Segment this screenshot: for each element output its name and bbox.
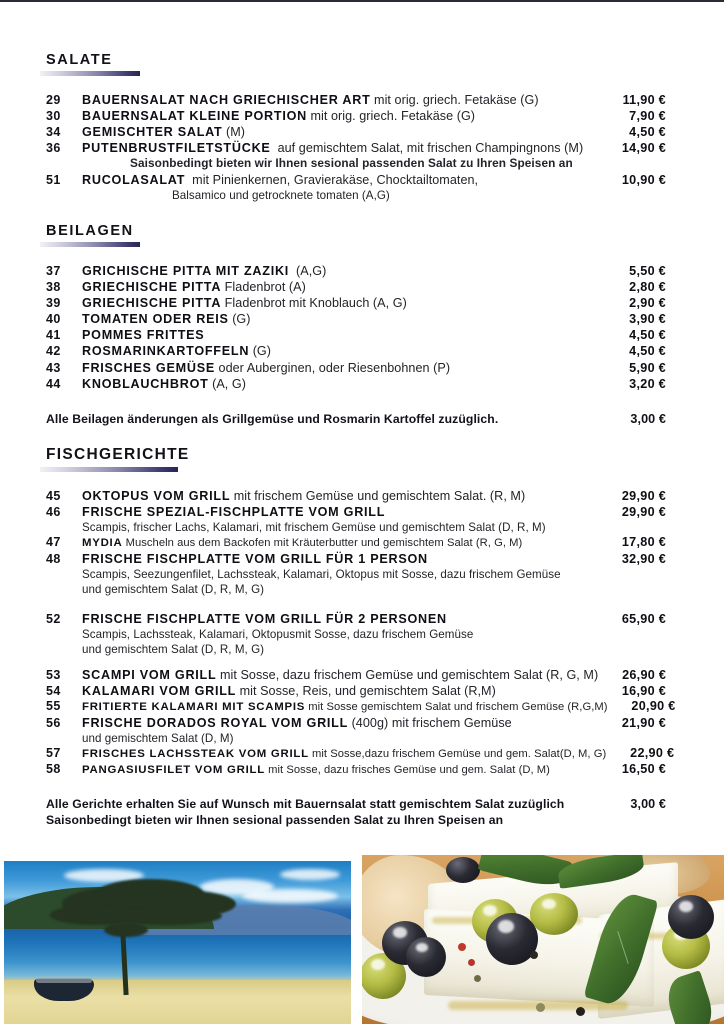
olive-highlight [542, 899, 556, 909]
item-price: 17,80 € [621, 535, 666, 550]
item-text [82, 279, 604, 295]
photo-feta-olives [362, 855, 724, 1024]
item-list-salate [0, 92, 724, 203]
menu-item-row[interactable] [0, 715, 724, 731]
item-text [82, 311, 604, 327]
item-text [82, 747, 612, 762]
section-underline-salate [40, 71, 140, 76]
menu-item-row[interactable] [0, 376, 724, 392]
item-name: FRISCHE DORADOS ROYAL VOM GRILL [82, 715, 349, 730]
item-text [82, 551, 604, 567]
item-number: 45 [46, 488, 61, 503]
item-number: 29 [46, 93, 61, 107]
item-text [82, 504, 604, 520]
item-description: mit Sosse, Reis, und gemischtem Salat (R,M) [239, 684, 496, 699]
menu-item-row[interactable] [0, 667, 724, 683]
item-number: 53 [46, 668, 61, 683]
section-beilagen [0, 223, 724, 426]
item-description-continued: Scampis, Lachssteak, Kalamari, Oktopusmit Sosse, dazu frischem Gemüse [82, 628, 474, 642]
item-number: 30 [46, 109, 61, 124]
item-text [82, 343, 604, 359]
item-description-continued-2: und gemischtem Salat (D, R, M, G) [82, 643, 265, 657]
item-name: FRISCHE SPEZIAL-FISCHPLATTE VOM GRILL [82, 504, 386, 519]
item-description: mit orig. griech. Fetakäse (G) [310, 109, 476, 124]
item-number: 34 [46, 125, 61, 140]
item-description-continued: Scampis, frischer Lachs, Kalamari, mit frischem Gemüse und gemischtem Salat (D, R, M) [82, 521, 546, 535]
section-title-beilagen: BEILAGEN [46, 222, 134, 239]
olive-highlight [498, 920, 514, 932]
beach-scene [4, 861, 351, 1024]
item-name: KNOBLAUCHBROT [82, 376, 209, 391]
item-name: FRITIERTE KALAMARI MIT SCAMPIS [82, 701, 306, 714]
item-description: Fladenbrot mit Knoblauch (A, G) [224, 296, 407, 311]
item-name: ROSMARINKARTOFFELN [82, 344, 250, 359]
item-price: 7,90 € [629, 109, 666, 124]
peppercorn [576, 1007, 585, 1016]
item-description: oder Auberginen, oder Riesenbohnen (P) [218, 360, 451, 375]
olive-highlight [371, 959, 385, 970]
item-price: 10,90 € [621, 172, 666, 187]
cloud [280, 869, 340, 880]
item-number: 37 [46, 263, 61, 278]
menu-item-row[interactable] [0, 124, 724, 140]
menu-item-row[interactable] [0, 504, 724, 520]
item-number: 38 [46, 280, 61, 295]
menu-item-row[interactable] [0, 327, 724, 343]
item-price: 2,90 € [629, 296, 666, 311]
olive-highlight [679, 901, 693, 912]
note-text: Alle Beilagen änderungen als Grillgemüse und Rosmarin Kartoffel zuzüglich. [46, 411, 499, 426]
menu-item-row[interactable] [0, 762, 724, 778]
feta-scene [362, 855, 724, 1024]
item-number: 51 [46, 172, 61, 187]
note-text: Alle Gerichte erhalten Sie auf Wunsch mit Bauernsalat statt gemischtem Salat zuzüglich [46, 797, 565, 812]
item-description: mit Sosse,dazu frischem Gemüse und gem. Salat(D, M, G) [311, 748, 607, 761]
item-name: OKTOPUS VOM GRILL [82, 488, 231, 503]
section-underline-fischgerichte [40, 467, 178, 472]
item-text [82, 108, 604, 124]
item-price: 32,90 € [621, 551, 666, 566]
peppercorn [474, 975, 481, 982]
item-name: GEMISCHTER SALAT [82, 125, 223, 140]
menu-item-row[interactable] [0, 488, 724, 504]
item-list-fischgerichte [0, 488, 724, 778]
item-name: FRISCHES LACHSSTEAK VOM GRILL [82, 748, 309, 761]
item-price: 20,90 € [631, 699, 676, 714]
item-price: 4,50 € [629, 328, 666, 343]
item-name: BAUERNSALAT KLEINE PORTION [82, 109, 307, 124]
beilagen-surcharge-note [0, 412, 724, 426]
item-number: 39 [46, 296, 61, 311]
item-price: 14,90 € [621, 141, 666, 156]
item-text [82, 327, 604, 343]
menu-item-row[interactable] [0, 699, 724, 715]
green-olive [530, 893, 578, 935]
item-description: mit Pinienkernen, Gravierakäse, Chocktailtomaten, [192, 172, 479, 187]
item-description-continued: Balsamico und getrocknete tomaten (A,G) [172, 188, 390, 202]
item-text [82, 667, 604, 683]
menu-item-row[interactable] [0, 611, 724, 627]
item-text [82, 172, 604, 188]
boat-rim [36, 978, 92, 983]
item-text [82, 140, 604, 156]
olive-highlight [483, 905, 497, 916]
menu-item-row[interactable] [0, 746, 724, 762]
olive-highlight [416, 943, 428, 953]
item-text [82, 763, 604, 778]
menu-item-row[interactable] [0, 263, 724, 279]
item-number: 43 [46, 360, 61, 375]
section-title-salate: SALATE [46, 52, 113, 68]
item-text [82, 488, 604, 504]
item-price: 29,90 € [621, 504, 666, 519]
item-number: 46 [46, 504, 61, 519]
item-text [82, 263, 604, 279]
menu-item-row[interactable] [0, 295, 724, 311]
item-number: 56 [46, 715, 61, 730]
item-number: 52 [46, 611, 61, 626]
item-price: 4,50 € [629, 344, 666, 359]
menu-item-row[interactable] [0, 279, 724, 295]
menu-item-row[interactable] [0, 551, 724, 567]
item-name: GRIECHISCHE PITTA [82, 296, 222, 311]
item-name: TOMATEN ODER REIS [82, 312, 229, 327]
item-description: (G) [252, 344, 272, 359]
item-name: FRISCHE FISCHPLATTE VOM GRILL FÜR 2 PERSONEN [82, 611, 447, 626]
item-list-beilagen [0, 263, 724, 392]
photo-strip [0, 855, 724, 1024]
item-description: Muscheln aus dem Backofen mit Kräuterbutter und gemischtem Salat (R, G, M) [125, 537, 523, 550]
section-underline-beilagen [40, 242, 140, 247]
item-price: 29,90 € [621, 488, 666, 503]
item-number: 42 [46, 344, 61, 359]
menu-item-row[interactable] [0, 535, 724, 551]
pink-peppercorn [458, 943, 466, 951]
item-text [82, 700, 614, 715]
black-olive [406, 937, 446, 977]
item-price: 2,80 € [629, 280, 666, 295]
item-text [82, 611, 604, 627]
item-number: 41 [46, 328, 61, 343]
item-number: 47 [46, 535, 61, 550]
item-price: 4,50 € [629, 125, 666, 140]
item-name: FRISCHE FISCHPLATTE VOM GRILL FÜR 1 PERSON [82, 551, 428, 566]
fischgerichte-surcharge-note [0, 797, 724, 811]
item-name: GRIECHISCHE PITTA [82, 280, 222, 295]
peppercorn [536, 1003, 545, 1012]
item-number: 44 [46, 376, 61, 391]
item-number: 58 [46, 761, 61, 776]
item-price: 16,90 € [621, 684, 666, 699]
menu-item-row[interactable] [0, 343, 724, 359]
item-name: KALAMARI VOM GRILL [82, 684, 237, 699]
item-description: mit Sosse, dazu frisches Gemüse und gem. Salat (D, M) [268, 763, 550, 776]
item-name: PANGASIUSFILET VOM GRILL [82, 763, 265, 776]
section-salate [0, 52, 724, 203]
item-description-continued: und gemischtem Salat (D, M) [82, 732, 234, 746]
item-price: 26,90 € [622, 668, 667, 683]
item-text [82, 295, 604, 311]
item-description: auf gemischtem Salat, mit frischen Champingnons (M) [277, 141, 584, 156]
item-price: 11,90 € [622, 93, 666, 107]
menu-item-row[interactable] [0, 140, 724, 156]
item-description: (400g) mit frischem Gemüse [351, 715, 512, 730]
item-description-continued-2: und gemischtem Salat (D, R, M, G) [82, 582, 265, 596]
item-name: PUTENBRUSTFILETSTÜCKE [82, 141, 271, 156]
item-description: (A, G) [212, 376, 246, 391]
item-description: (A,G) [296, 263, 327, 278]
item-text [82, 376, 604, 392]
item-text [82, 360, 604, 376]
photo-divider [355, 855, 362, 1024]
item-name: RUCOLASALAT [82, 172, 186, 187]
item-price: 5,50 € [629, 263, 666, 278]
item-description: mit Sosse, dazu frischem Gemüse und gemischtem Salat (R, G, M) [219, 668, 599, 683]
menu-item-row[interactable] [0, 360, 724, 376]
item-name: FRISCHES GEMÜSE [82, 360, 216, 375]
cloud [242, 889, 338, 903]
item-text [82, 536, 604, 551]
item-number: 36 [46, 141, 61, 156]
item-description: mit frischem Gemüse und gemischtem Salat. (R, M) [233, 488, 526, 503]
menu-item-row[interactable] [0, 92, 724, 108]
menu-item-row[interactable] [0, 683, 724, 699]
item-price: 3,90 € [629, 312, 666, 327]
item-text [82, 92, 604, 108]
menu-item-row[interactable] [0, 108, 724, 124]
item-price: 5,90 € [629, 360, 666, 375]
item-number: 48 [46, 551, 61, 566]
peppercorn [530, 951, 538, 959]
item-price: 65,90 € [621, 611, 666, 626]
black-olive [446, 857, 480, 883]
item-name: GRICHISCHE PITTA MIT ZAZIKI [82, 263, 290, 278]
item-description: (M) [226, 125, 246, 140]
item-price: 16,50 € [621, 761, 666, 776]
note-price: 3,00 € [630, 411, 666, 426]
item-name: BAUERNSALAT NACH GRIECHISCHER ART [82, 93, 371, 107]
item-description: (G) [228, 312, 251, 327]
item-text [82, 715, 604, 731]
item-number: 40 [46, 312, 61, 327]
section-title-fischgerichte: FISCHGERICHTE [46, 445, 190, 463]
note-price: 3,00 € [630, 797, 666, 812]
item-price: 21,90 € [621, 715, 666, 730]
black-olive [668, 895, 714, 939]
item-text [82, 683, 604, 699]
item-price: 22,90 € [630, 746, 675, 761]
photo-beach [0, 855, 355, 1024]
menu-item-row[interactable] [0, 311, 724, 327]
item-text [82, 124, 604, 140]
item-name: SCAMPI VOM GRILL [82, 668, 217, 683]
section-fischgerichte [0, 446, 724, 828]
item-description: mit Sosse gemischtem Salat und frischem Gemüse (R,G,M) [308, 701, 608, 714]
menu-item-row[interactable] [0, 172, 724, 188]
tree-canopy [104, 923, 148, 937]
item-description: Fladenbrot (A) [224, 280, 306, 295]
item-name: MYDIA [82, 537, 123, 550]
item-name: POMMES FRITTES [82, 328, 205, 343]
item-number: 55 [46, 699, 61, 714]
item-seasonal-note: Saisonbedingt bieten wir Ihnen sesional passenden Salat zu Ihren Speisen an [130, 156, 573, 171]
item-description: mit orig. griech. Fetakäse (G) [374, 93, 539, 107]
olive-highlight [393, 927, 407, 938]
item-number: 54 [46, 684, 61, 699]
pink-peppercorn [468, 959, 475, 966]
item-description-continued: Scampis, Seezungenfilet, Lachssteak, Kalamari, Oktopus mit Sosse, dazu frischem Gemüse [82, 567, 561, 581]
item-price: 3,20 € [629, 376, 666, 391]
seasonal-note: Saisonbedingt bieten wir Ihnen sesional passenden Salat zu Ihren Speisen an [46, 813, 504, 828]
item-number: 57 [46, 746, 61, 761]
